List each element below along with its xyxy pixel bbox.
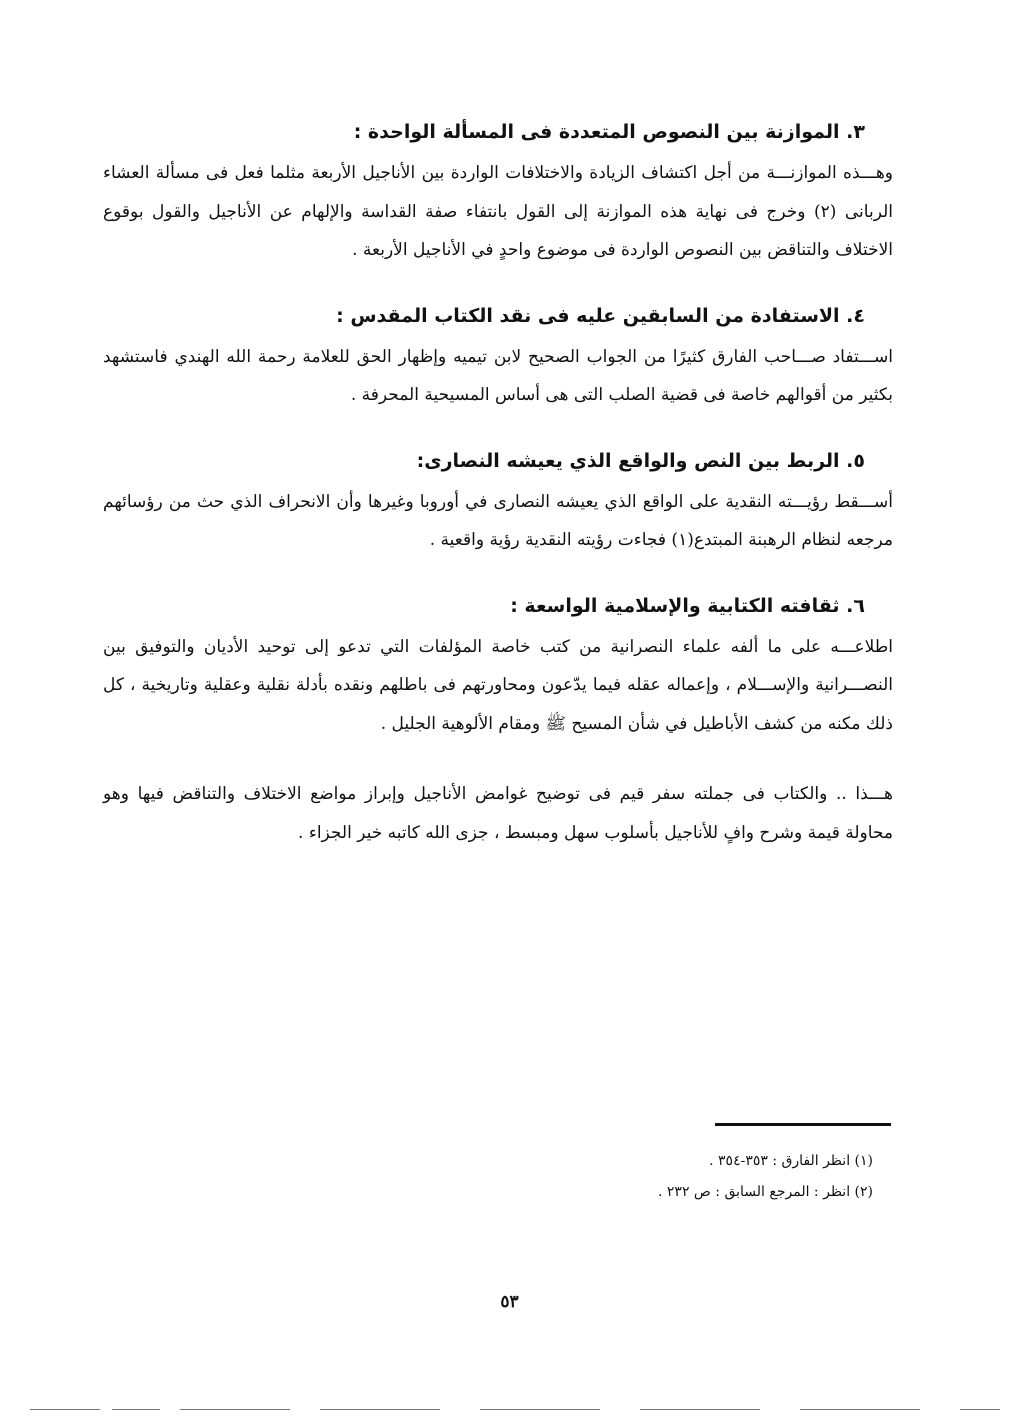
section-paragraph: وهـــذه الموازنـــة من أجل اكتشاف الزيادة والاختلافات الواردة بين الأناجيل الأربعة مثلما فعل فى مسألة العشاء الربانى (٢) وخرج فى نهاية هذه الموازنة إلى القول بانتفاء صفة القداسة والإلهام عن الأناجيل والقول بوقوع الاختلاف والتناقض بين النصوص الواردة فى موضوع واحدٍ في الأناجيل الأربعة . bbox=[103, 163, 893, 260]
section-3 bbox=[103, 118, 893, 270]
scan-edge-line bbox=[112, 1409, 160, 1410]
section-paragraph: اســـتفاد صـــاحب الفارق كثيرًا من الجواب الصحيح لابن تيميه وإظهار الحق للعلامة رحمة الله الهندي فاستشهد بكثير من أقوالهم خاصة فى قضية الصلب التى هى أساس المسيحية المحرفة . bbox=[103, 346, 893, 405]
scan-edge-line bbox=[640, 1409, 760, 1410]
closing-paragraph: هـــذا .. والكتاب فى جملته سفر قيم فى توضيح غوامض الأناجيل وإبراز مواضع الاختلاف والتناقض فيها وهو محاولة قيمة وشرح وافٍ للأناجيل بأسلوب سهل ومبسط ، جزى الله كاتبه خير الجزاء . bbox=[103, 784, 893, 843]
footnotes bbox=[493, 1146, 873, 1208]
scan-edge-line bbox=[30, 1409, 100, 1410]
footnote-2: (٢) انظر : المرجع السابق : ص ٢٣٢ . bbox=[658, 1184, 873, 1200]
section-heading: ٣. الموازنة بين النصوص المتعددة فى المسألة الواحدة : bbox=[353, 121, 865, 143]
page-number: ٥٣ bbox=[500, 1292, 519, 1312]
footnote-divider bbox=[715, 1123, 891, 1126]
scan-edge-line bbox=[800, 1409, 920, 1410]
scan-edge-line bbox=[320, 1409, 440, 1410]
scan-edge-line bbox=[480, 1409, 600, 1410]
section-heading: ٤. الاستفادة من السابقين عليه فى نقد الكتاب المقدس : bbox=[336, 304, 865, 327]
section-heading: ٦. ثقافته الكتابية والإسلامية الواسعة : bbox=[510, 594, 865, 617]
section-5 bbox=[103, 447, 893, 560]
section-paragraph: أســـقط رؤيـــته النقدية على الواقع الذي يعيشه النصارى في أوروبا وغيرها وأن الانحراف الذي حث من رؤسائهم مرجعه لنظام الرهبنة المبتدع(١) فجاءت رؤيته النقدية رؤية واقعية . bbox=[103, 491, 893, 550]
main-text bbox=[103, 118, 893, 852]
section-paragraph: اطلاعـــه على ما ألفه علماء النصرانية من كتب خاصة المؤلفات التي تدعو إلى توحيد الأديان والتوفيق بين النصـــرانية والإســـلام ، وإعماله عقله فيما يدّعون ومحاورتهم فى باطلهم ونقده بأدلة نقلية وعقلية وتاريخية ، كل ذلك مكنه من كشف الأباطيل في شأن المسيح ﷺ ومقام الألوهية الجليل . bbox=[103, 636, 893, 734]
scan-edge-line bbox=[960, 1409, 1000, 1410]
section-heading: ٥. الربط بين النص والواقع الذي يعيشه النصارى: bbox=[416, 449, 865, 472]
scan-edge-line bbox=[180, 1409, 290, 1410]
section-6 bbox=[103, 592, 893, 744]
footnote-1: (١) انظر الفارق : ٣٥٣-٣٥٤ . bbox=[709, 1153, 873, 1169]
section-4 bbox=[103, 302, 893, 415]
